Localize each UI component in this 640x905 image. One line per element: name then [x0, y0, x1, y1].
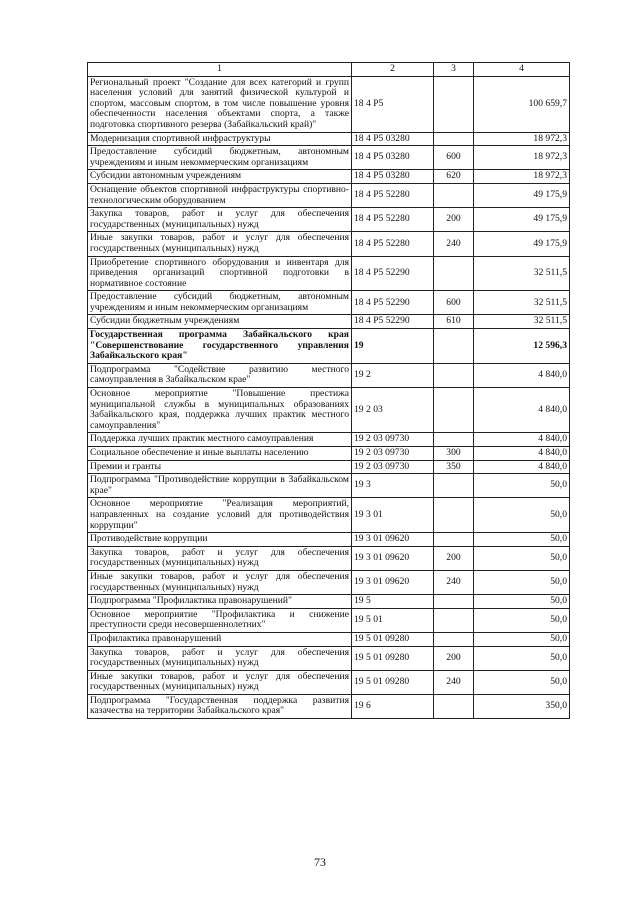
table-row: [88, 329, 570, 364]
row-sum-cell: 49 175,9: [474, 208, 570, 232]
column-header: 3: [434, 63, 474, 77]
row-expense-type-cell: [434, 183, 474, 207]
row-sum-cell: 100 659,7: [474, 76, 570, 132]
row-name-cell: Государственная программа Забайкальского края "Совершенствование государственного управления Забайкальского края": [88, 329, 352, 364]
row-expense-type-cell: 600: [434, 146, 474, 170]
row-expense-type-cell: [434, 498, 474, 533]
row-expense-type-cell: [434, 474, 474, 498]
row-code-cell: 18 4 P5 03280: [352, 170, 434, 184]
row-code-cell: 18 4 P5: [352, 76, 434, 132]
budget-table: [87, 62, 570, 719]
row-code-cell: 18 4 P5 52290: [352, 291, 434, 315]
row-code-cell: 18 4 P5 03280: [352, 132, 434, 146]
table-row: [88, 632, 570, 646]
table-row: [88, 447, 570, 461]
row-code-cell: 18 4 P5 03280: [352, 146, 434, 170]
row-expense-type-cell: [434, 694, 474, 718]
row-expense-type-cell: [434, 388, 474, 433]
row-sum-cell: 50,0: [474, 498, 570, 533]
table-row: [88, 76, 570, 132]
table-row: [88, 694, 570, 718]
row-code-cell: 19 5: [352, 595, 434, 609]
row-expense-type-cell: 200: [434, 646, 474, 670]
table-row: [88, 498, 570, 533]
table-row: [88, 232, 570, 256]
row-name-cell: Закупка товаров, работ и услуг для обеспечения государственных (муниципальных) нужд: [88, 646, 352, 670]
row-code-cell: 19 3 01: [352, 498, 434, 533]
table-row: [88, 474, 570, 498]
row-code-cell: 18 4 P5 52290: [352, 315, 434, 329]
row-name-cell: Субсидии бюджетным учреждениям: [88, 315, 352, 329]
row-code-cell: 19 6: [352, 694, 434, 718]
table-row: [88, 291, 570, 315]
row-name-cell: Закупка товаров, работ и услуг для обеспечения государственных (муниципальных) нужд: [88, 208, 352, 232]
row-expense-type-cell: [434, 76, 474, 132]
column-header: 2: [352, 63, 434, 77]
table-row: [88, 595, 570, 609]
row-expense-type-cell: [434, 132, 474, 146]
row-code-cell: 19 5 01 09280: [352, 646, 434, 670]
table-row: [88, 460, 570, 474]
table-row: [88, 315, 570, 329]
row-sum-cell: 50,0: [474, 646, 570, 670]
table-header-row: [88, 63, 570, 77]
row-name-cell: Субсидии автономным учреждениям: [88, 170, 352, 184]
row-expense-type-cell: 620: [434, 170, 474, 184]
row-expense-type-cell: 240: [434, 670, 474, 694]
row-sum-cell: 50,0: [474, 608, 570, 632]
table-row: [88, 533, 570, 547]
row-name-cell: Подпрограмма "Противодействие коррупции в Забайкальском крае": [88, 474, 352, 498]
row-name-cell: Предоставление субсидий бюджетным, автономным учреждениям и иным некоммерческим организациям: [88, 291, 352, 315]
row-code-cell: 19 5 01: [352, 608, 434, 632]
row-sum-cell: 4 840,0: [474, 433, 570, 447]
row-sum-cell: 50,0: [474, 546, 570, 570]
row-name-cell: Поддержка лучших практик местного самоуправления: [88, 433, 352, 447]
table-row: [88, 570, 570, 594]
row-expense-type-cell: 200: [434, 208, 474, 232]
row-sum-cell: 32 511,5: [474, 315, 570, 329]
row-code-cell: 18 4 P5 52280: [352, 208, 434, 232]
table-row: [88, 670, 570, 694]
row-sum-cell: 18 972,3: [474, 170, 570, 184]
row-name-cell: Основное мероприятие "Реализация мероприятий, направленных на создание условий для противодействия коррупции": [88, 498, 352, 533]
row-code-cell: 19 3 01 09620: [352, 546, 434, 570]
table-row: [88, 546, 570, 570]
row-expense-type-cell: 200: [434, 546, 474, 570]
table-row: [88, 433, 570, 447]
row-code-cell: 19 2: [352, 363, 434, 387]
row-sum-cell: 4 840,0: [474, 460, 570, 474]
row-name-cell: Модернизация спортивной инфраструктуры: [88, 132, 352, 146]
row-name-cell: Противодействие коррупции: [88, 533, 352, 547]
row-sum-cell: 18 972,3: [474, 146, 570, 170]
row-expense-type-cell: [434, 256, 474, 291]
row-code-cell: 19 3 01 09620: [352, 570, 434, 594]
row-name-cell: Закупка товаров, работ и услуг для обеспечения государственных (муниципальных) нужд: [88, 546, 352, 570]
row-code-cell: 19: [352, 329, 434, 364]
row-name-cell: Премии и гранты: [88, 460, 352, 474]
row-code-cell: 19 2 03: [352, 388, 434, 433]
row-sum-cell: 18 972,3: [474, 132, 570, 146]
table-row: [88, 183, 570, 207]
row-expense-type-cell: 300: [434, 447, 474, 461]
row-sum-cell: 12 596,3: [474, 329, 570, 364]
row-code-cell: 18 4 P5 52290: [352, 256, 434, 291]
row-name-cell: Подпрограмма "Профилактика правонарушений": [88, 595, 352, 609]
row-name-cell: Подпрограмма "Государственная поддержка развития казачества на территории Забайкальского края": [88, 694, 352, 718]
row-name-cell: Социальное обеспечение и иные выплаты населению: [88, 447, 352, 461]
row-sum-cell: 50,0: [474, 533, 570, 547]
row-code-cell: 19 5 01 09280: [352, 670, 434, 694]
table-row: [88, 363, 570, 387]
row-expense-type-cell: [434, 608, 474, 632]
table-row: [88, 208, 570, 232]
row-code-cell: 19 2 03 09730: [352, 447, 434, 461]
row-sum-cell: 50,0: [474, 632, 570, 646]
table-row: [88, 170, 570, 184]
row-code-cell: 18 4 P5 52280: [352, 232, 434, 256]
table-row: [88, 132, 570, 146]
row-sum-cell: 4 840,0: [474, 388, 570, 433]
row-code-cell: 19 5 01 09280: [352, 632, 434, 646]
row-name-cell: Иные закупки товаров, работ и услуг для обеспечения государственных (муниципальных) нужд: [88, 570, 352, 594]
row-expense-type-cell: 240: [434, 570, 474, 594]
row-expense-type-cell: [434, 363, 474, 387]
row-expense-type-cell: [434, 533, 474, 547]
table-body: [88, 76, 570, 718]
row-expense-type-cell: 610: [434, 315, 474, 329]
table-row: [88, 388, 570, 433]
row-sum-cell: 4 840,0: [474, 447, 570, 461]
row-sum-cell: 49 175,9: [474, 183, 570, 207]
column-header: 4: [474, 63, 570, 77]
row-sum-cell: 50,0: [474, 670, 570, 694]
row-expense-type-cell: [434, 632, 474, 646]
row-sum-cell: 32 511,5: [474, 291, 570, 315]
row-name-cell: Предоставление субсидий бюджетным, автономным учреждениям и иным некоммерческим организациям: [88, 146, 352, 170]
row-code-cell: 19 2 03 09730: [352, 460, 434, 474]
row-expense-type-cell: [434, 595, 474, 609]
row-sum-cell: 350,0: [474, 694, 570, 718]
row-sum-cell: 49 175,9: [474, 232, 570, 256]
row-expense-type-cell: [434, 433, 474, 447]
row-sum-cell: 50,0: [474, 570, 570, 594]
table-row: [88, 646, 570, 670]
table-row: [88, 146, 570, 170]
row-expense-type-cell: 600: [434, 291, 474, 315]
row-name-cell: Приобретение спортивного оборудования и инвентаря для приведения организаций спортивной подготовки в нормативное состояние: [88, 256, 352, 291]
row-name-cell: Основное мероприятие "Повышение престижа муниципальной службы в муниципальных образованиях Забайкальского края, поддержка лучших практик местного самоуправления": [88, 388, 352, 433]
row-name-cell: Иные закупки товаров, работ и услуг для обеспечения государственных (муниципальных) нужд: [88, 670, 352, 694]
table-row: [88, 608, 570, 632]
row-code-cell: 19 2 03 09730: [352, 433, 434, 447]
row-name-cell: Региональный проект "Создание для всех категорий и групп населения условий для занятий физической культурой и спортом, массовым спортом, в том числе повышение уровня обеспеченности населения объектами спорта, а также подготовка спортивного резерва (Забайкальский край)": [88, 76, 352, 132]
row-expense-type-cell: [434, 329, 474, 364]
row-name-cell: Основное мероприятие "Профилактика и снижение преступности среди несовершеннолетних": [88, 608, 352, 632]
row-code-cell: 18 4 P5 52280: [352, 183, 434, 207]
column-header: 1: [88, 63, 352, 77]
row-code-cell: 19 3 01 09620: [352, 533, 434, 547]
row-name-cell: Профилактика правонарушений: [88, 632, 352, 646]
row-sum-cell: 50,0: [474, 595, 570, 609]
row-name-cell: Оснащение объектов спортивной инфраструктуры спортивно-технологическим оборудованием: [88, 183, 352, 207]
row-sum-cell: 4 840,0: [474, 363, 570, 387]
row-name-cell: Подпрограмма "Содействие развитию местного самоуправления в Забайкальском крае": [88, 363, 352, 387]
row-code-cell: 19 3: [352, 474, 434, 498]
page-number: 73: [314, 855, 326, 869]
row-expense-type-cell: 240: [434, 232, 474, 256]
row-expense-type-cell: 350: [434, 460, 474, 474]
row-name-cell: Иные закупки товаров, работ и услуг для обеспечения государственных (муниципальных) нужд: [88, 232, 352, 256]
table-row: [88, 256, 570, 291]
row-sum-cell: 50,0: [474, 474, 570, 498]
row-sum-cell: 32 511,5: [474, 256, 570, 291]
